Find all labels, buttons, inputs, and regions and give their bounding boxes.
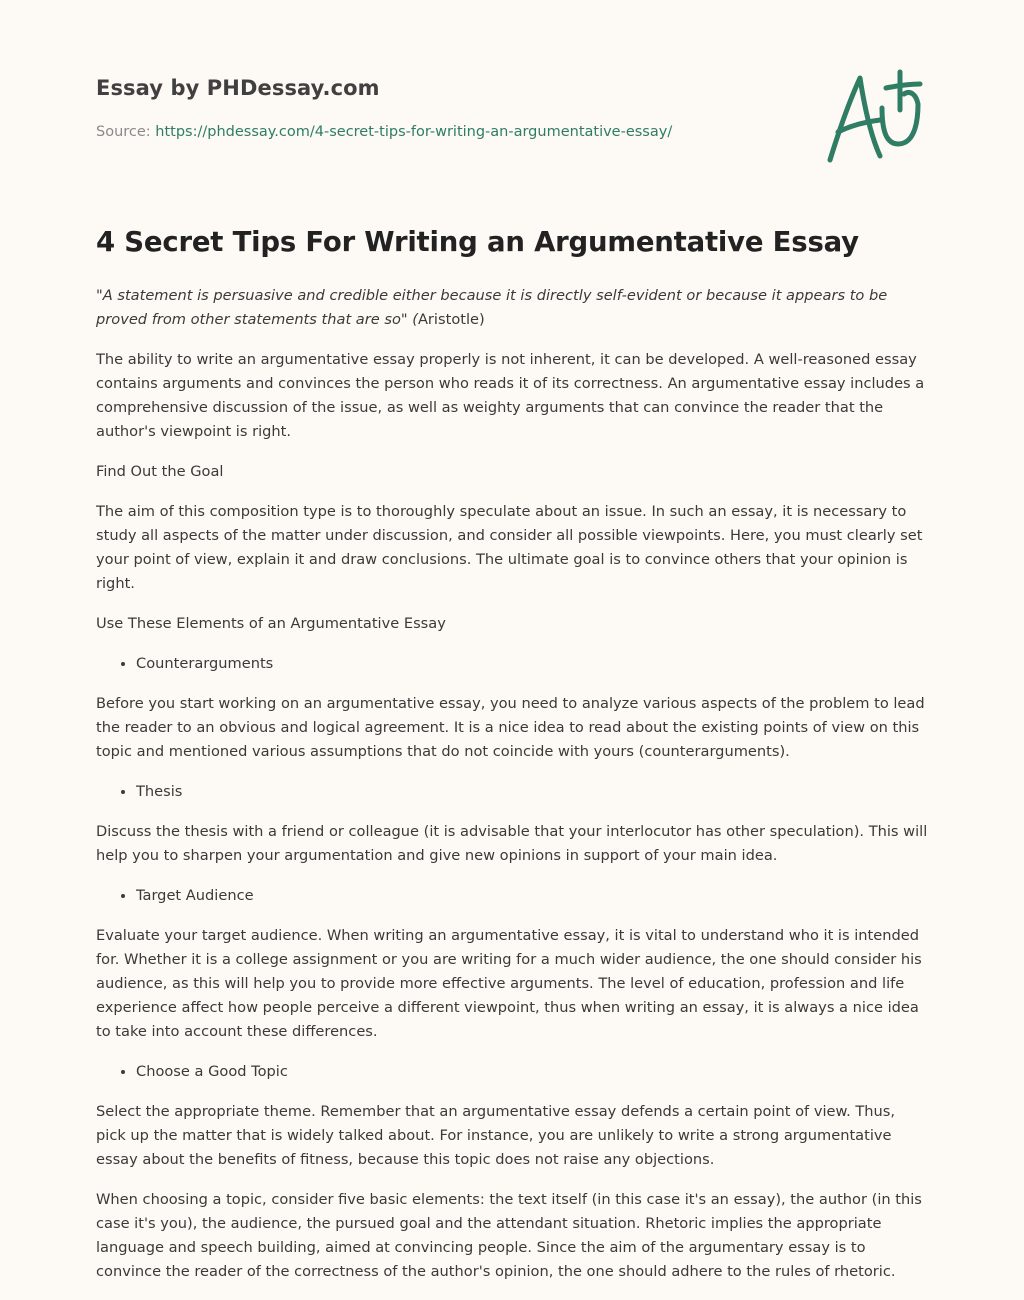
aristotle-quote	[96, 284, 928, 332]
list-item-thesis: • Thesis	[136, 780, 928, 804]
quote-author: Aristotle)	[417, 311, 485, 328]
site-header	[96, 76, 936, 100]
intro-paragraph: The ability to write an argumentative essay properly is not inherent, it can be developed. A well-reasoned essay contains arguments and convinces the person who reads it of its correctness. An argumentative essay includes a comprehensive discussion of the issue, as well as weighty arguments that can convince the reader that the author's viewpoint is right.	[96, 351, 925, 440]
quote-text: "A statement is persuasive and credible either because it is directly self-evident or because it appears to be proved from other statements that are so" (	[96, 287, 888, 328]
audience-list	[96, 884, 928, 908]
choosing-paragraph: When choosing a topic, consider five basic elements: the text itself (in this case it's an essay), the author (in this case it's you), the audience, the pursued goal and the attendant situation. Rhetoric implies the appropriate language and speech building, aimed at convincing people. Since the aim of the argumentary essay is to convince the reader of the correctness of the author's opinion, the one should adhere to the rules of rhetoric.	[96, 1191, 922, 1280]
source-line	[96, 124, 672, 140]
goal-paragraph: The aim of this composition type is to thoroughly speculate about an issue. In such an essay, it is necessary to study all aspects of the matter under discussion, and consider all possible viewpoints. Here, you must clearly set your point of view, explain it and draw conclusions. The ultimate goal is to convince others that your opinion is right.	[96, 503, 923, 592]
a-plus-logo-icon	[820, 64, 930, 168]
counterarguments-paragraph: Before you start working on an argumentative essay, you need to analyze various aspects of the problem to lead the reader to an obvious and logical agreement. It is a nice idea to read about the existing points of view on this topic and mentioned various assumptions that do not coincide with yours (counterarguments).	[96, 695, 925, 760]
list-item-target-audience: • Target Audience	[136, 884, 928, 908]
audience-paragraph: Evaluate your target audience. When writing an argumentative essay, it is vital to understand who it is intended for. Whether it is a college assignment or you are writing for a much wider audience, the one should consider his audience, as this will help you to provide more effective arguments. The level of education, profession and life experience affect how people perceive a different viewpoint, thus when writing an essay, it is always a nice idea to take into account these differences.	[96, 927, 922, 1040]
article	[96, 226, 928, 1300]
counter-list	[96, 652, 928, 676]
list-item-good-topic: • Choose a Good Topic	[136, 1060, 928, 1084]
article-title: 4 Secret Tips For Writing an Argumentative Essay	[96, 226, 859, 258]
source-link[interactable]: https://phdessay.com/4-secret-tips-for-writing-an-argumentative-essay/	[155, 124, 673, 140]
goal-heading: Find Out the Goal	[96, 463, 224, 480]
elements-heading: Use These Elements of an Argumentative Essay	[96, 615, 446, 632]
site-title: Essay by PHDessay.com	[96, 76, 380, 100]
list-item-counterarguments: • Counterarguments	[136, 652, 928, 676]
topic-list	[96, 1060, 928, 1084]
topic-paragraph: Select the appropriate theme. Remember that an argumentative essay defends a certain point of view. Thus, pick up the matter that is widely talked about. For instance, you are unlikely to write a strong argumentative essay about the benefits of fitness, because this topic does not raise any objections.	[96, 1103, 896, 1168]
thesis-paragraph: Discuss the thesis with a friend or colleague (it is advisable that your interlocutor has other speculation). This will help you to sharpen your argumentation and give new opinions in support of your main idea.	[96, 823, 928, 864]
source-label: Source:	[96, 124, 151, 140]
thesis-list	[96, 780, 928, 804]
